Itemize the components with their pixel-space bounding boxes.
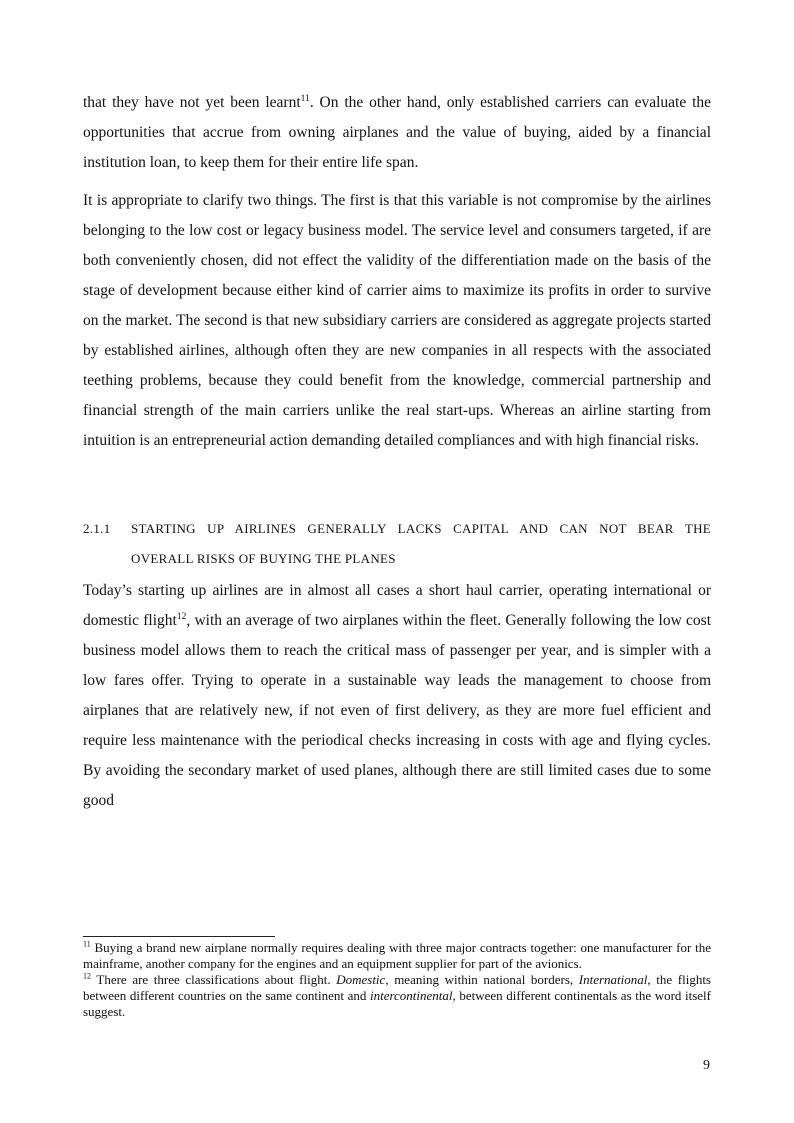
- footnote-12-text-a: There are three classifications about flight.: [91, 972, 337, 987]
- section-title-line-2: OVERALL RISKS OF BUYING THE PLANES: [131, 551, 396, 566]
- footnote-12: [83, 972, 711, 1020]
- footnote-12-text-c: , the flights between different countries on the same continent and: [83, 972, 711, 1003]
- footnote-12-text-b: , meaning within national borders,: [385, 972, 579, 987]
- section-paragraph-text-a: Today’s starting up airlines are in almost all cases a short haul carrier, operating international or domestic flight: [83, 582, 711, 629]
- section-heading-line-1: [83, 514, 711, 544]
- section-heading: [83, 514, 711, 574]
- section-paragraph: [83, 576, 711, 816]
- paragraph-2: It is appropriate to clarify two things. The first is that this variable is not compromise by the airlines belonging to the low cost or legacy business model. The service level and consumers targeted, if are both conveniently chosen, did not effect the validity of the differentiation made on the basis of the stage of development because either kind of carrier aims to maximize its profits in order to survive on the market. The second is that new subsidiary carriers are considered as aggregate projects started by established airlines, although often they are new companies in all respects with the associated teething problems, because they could benefit from the knowledge, commercial partnership and financial strength of the main carriers unlike the real start-ups. Whereas an airline starting from intuition is an entrepreneurial action demanding detailed compliances and with high financial risks.: [83, 192, 711, 449]
- footnote-11-text: Buying a brand new airplane normally requires dealing with three major contracts together: one manufacturer for the mainframe, another company for the engines and an equipment supplier for part of the avionics.: [83, 940, 711, 971]
- page-body: [83, 88, 711, 816]
- section-title-line-1: STARTING UP AIRLINES GENERALLY LACKS CAPITAL AND CAN NOT BEAR THE: [131, 521, 711, 536]
- paragraph-1: [83, 88, 711, 178]
- section-paragraph-text-b: , with an average of two airplanes within the fleet. Generally following the low cost business model allows them to reach the critical mass of passenger per year, and is simpler with a low fares offer. Trying to operate in a sustainable way leads the management to choose from airplanes that are relatively new, if not even of first delivery, as they are more fuel efficient and require less maintenance with the periodical checks increasing in costs with age and flying cycles. By avoiding the secondary market of used planes, although there are still limited cases due to some good: [83, 612, 712, 809]
- footnote-ref-12[interactable]: 12: [176, 611, 187, 622]
- footnote-12-domestic: Domestic: [336, 972, 386, 987]
- page-number: 9: [703, 1058, 710, 1073]
- footnote-mark-12: 12: [83, 971, 91, 981]
- footnote-ref-11[interactable]: 11: [300, 93, 310, 104]
- footnote-12-text-d: between different continentals as the word itself suggest.: [83, 988, 711, 1019]
- footnote-12-international: International: [578, 972, 648, 987]
- section-number: 2.1.1: [83, 521, 111, 536]
- footnotes: [83, 940, 711, 1020]
- footnote-separator: [83, 936, 275, 937]
- paragraph-1-text-a: that they have not yet been learnt: [83, 94, 301, 111]
- footnote-mark-11: 11: [83, 939, 91, 949]
- footnote-11: [83, 940, 711, 972]
- paragraph-1-text-b: . On the other hand, only established carriers can evaluate the opportunities that accrue from owning airplanes and the value of buying, aided by a financial institution loan, to keep them for their entire life span.: [83, 94, 711, 171]
- footnote-12-intercontinental: intercontinental,: [369, 988, 456, 1003]
